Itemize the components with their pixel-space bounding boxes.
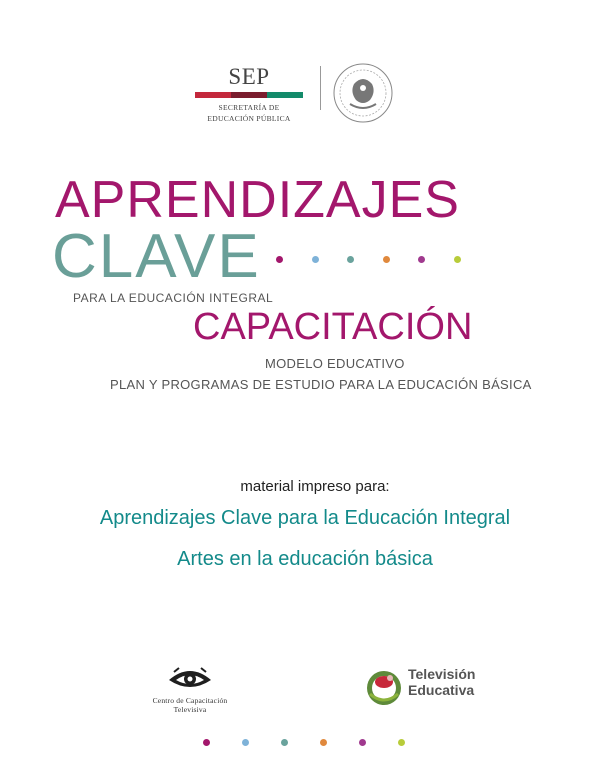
decorative-dot	[242, 739, 249, 746]
cct-logo	[135, 666, 245, 714]
title-capacitacion: CAPACITACIÓN	[193, 306, 473, 348]
decorative-dot	[312, 256, 319, 263]
sep-logo	[193, 64, 305, 124]
sep-subtitle-1: SECRETARÍA DE	[218, 103, 280, 112]
logo-divider	[320, 66, 321, 110]
eye-icon	[167, 666, 213, 692]
tv-educativa-icon	[364, 666, 404, 706]
sep-subtitle-2: EDUCACIÓN PÚBLICA	[207, 114, 291, 123]
decorative-dot	[203, 739, 210, 746]
tv-name-2: Educativa	[408, 682, 475, 698]
sep-color-bars	[195, 92, 303, 98]
decorative-dot	[347, 256, 354, 263]
title-aprendizajes: APRENDIZAJES	[55, 171, 460, 229]
decorative-dot	[383, 256, 390, 263]
decorative-dot	[320, 739, 327, 746]
material-item-2: Artes en la educación básica	[177, 548, 433, 570]
subtitle-plan: PLAN Y PROGRAMAS DE ESTUDIO PARA LA EDUCACIÓN BÁSICA	[110, 377, 532, 392]
decorative-dot	[418, 256, 425, 263]
tv-name-1: Televisión	[408, 666, 476, 682]
title-clave: CLAVE	[52, 222, 261, 291]
decorative-dot	[398, 739, 405, 746]
material-intro: material impreso para:	[240, 478, 390, 495]
decorative-dot	[281, 739, 288, 746]
subtitle-modelo: MODELO EDUCATIVO	[265, 356, 405, 371]
decorative-dot	[359, 739, 366, 746]
decorative-dot	[454, 256, 461, 263]
decorative-dot	[276, 256, 283, 263]
sep-title: SEP	[228, 64, 270, 89]
subtitle-para: PARA LA EDUCACIÓN INTEGRAL	[73, 291, 274, 305]
mexico-seal-icon	[332, 62, 394, 124]
cct-name-2: Televisiva	[173, 705, 207, 714]
cct-name-1: Centro de Capacitación	[152, 696, 228, 705]
tv-educativa-logo	[364, 666, 494, 706]
material-item-1: Aprendizajes Clave para la Educación Integral	[99, 507, 511, 529]
